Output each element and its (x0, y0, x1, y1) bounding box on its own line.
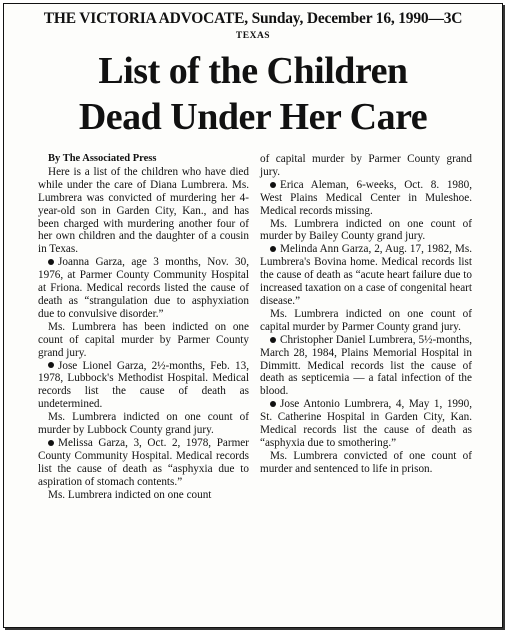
indictment-paragraph: Ms. Lumbrera indicted on one count of capital murder by Parmer County grand jury. (260, 307, 472, 333)
headline (4, 48, 502, 140)
byline: By The Associated Press (48, 153, 157, 164)
entry-paragraph: Jose Lionel Garza, 2½-months, Feb. 13, 1978, Lubbock's Methodist Hospital. Medical records list the cause of death as undetermined. (38, 359, 249, 411)
bullet-icon (270, 401, 276, 407)
entry-paragraph: Christopher Daniel Lumbrera, 5½-months, March 28, 1984, Plains Memorial Hospital in Dimmitt. Medical records list the cause of death as septicemia — a fatal infection of the blood. (260, 333, 472, 398)
indictment-paragraph: Ms. Lumbrera has been indicted on one count of capital murder by Parmer County grand jury. (38, 320, 249, 359)
indictment-paragraph: Ms. Lumbrera indicted on one count of murder by Bailey County grand jury. (260, 217, 472, 243)
bullet-icon (48, 362, 54, 368)
entry-paragraph: Melinda Ann Garza, 2, Aug. 17, 1982, Ms. Lumbrera's Bovina home. Medical records list the cause of death as “acute heart failure due to increased taxation on a case of congenital heart disease.” (260, 243, 472, 307)
sentence-paragraph: Ms. Lumbrera convicted of one count of murder and sentenced to life in prison. (260, 449, 472, 475)
entry-paragraph: Melissa Garza, 3, Oct. 2, 1978, Parmer County Community Hospital. Medical records list the cause of death as “asphyxia due to aspiration of stomach contents.” (38, 436, 249, 488)
article-column-right (260, 153, 472, 476)
intro-paragraph: Here is a list of the children who have died while under the care of Diana Lumbrera. Ms. Lumbrera was convicted of murdering her 4-year-old son in Garden City, Kan., and has been charged with murdering another four of her own children and the daughter of a cousin in Texas. (38, 165, 249, 256)
bullet-icon (48, 259, 54, 265)
entry-paragraph: Erica Aleman, 6-weeks, Oct. 8. 1980, West Plains Medical Center in Muleshoe. Medical records missing. (260, 178, 472, 217)
bullet-icon (270, 182, 276, 188)
section-label: TEXAS (235, 31, 271, 41)
indictment-paragraph: Ms. Lumbrera indicted on one count of murder by Lubbock County grand jury. (38, 411, 249, 437)
bullet-icon (48, 440, 54, 446)
headline-line-2: Dead Under Her Care (78, 96, 428, 138)
masthead: THE VICTORIA ADVOCATE, Sunday, December 16, 1990—3C (43, 10, 463, 27)
continued-paragraph: of capital murder by Parmer County grand jury. (260, 153, 472, 178)
article-column-left (38, 153, 249, 501)
bullet-icon (270, 337, 276, 343)
headline-line-1: List of the Children (98, 50, 408, 92)
bullet-icon (270, 246, 276, 252)
entry-paragraph: Jose Antonio Lumbrera, 4, May 1, 1990, St. Catherine Hospital in Garden City, Kan. Medical records list the cause of death as “asphyxia due to smothering.” (260, 398, 472, 449)
indictment-paragraph: Ms. Lumbrera indicted on one count (48, 488, 212, 501)
entry-paragraph: Joanna Garza, age 3 months, Nov. 30, 1976, at Parmer County Community Hospital at Friona. Medical records listed the cause of death as “strangulation due to asphyxiation due to convulsive disorder.” (38, 256, 249, 320)
